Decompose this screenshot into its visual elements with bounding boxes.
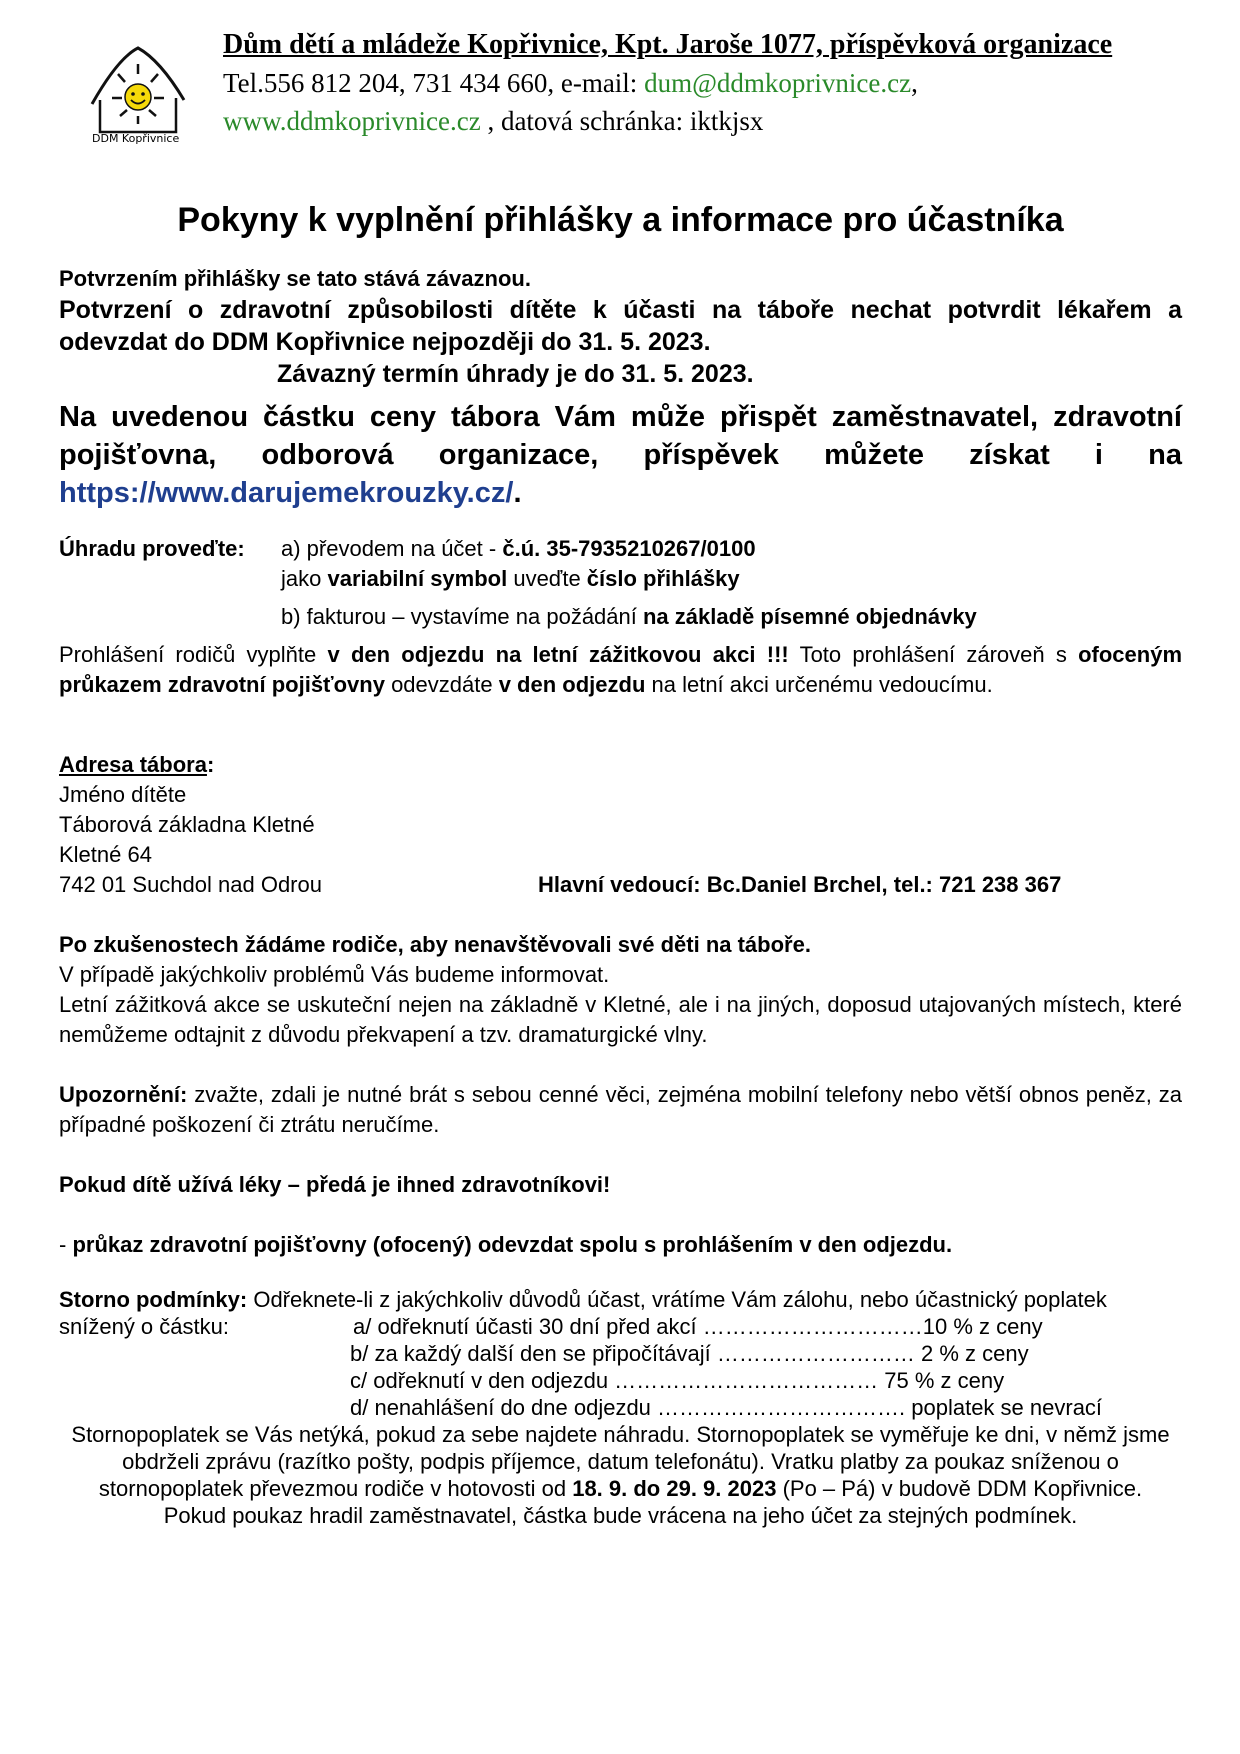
- intro-line-2: Potvrzení o zdravotní způsobilosti dítěte k účasti na táboře nechat potvrdit lékařem a odevzdat do DDM Kopřivnice nejpozději do 31. 5. 2023.: [59, 296, 1182, 356]
- logo-caption: DDM Kopřivnice: [92, 132, 180, 145]
- org-contact: Tel.556 812 204, 731 434 660, e-mail: dum@ddmkoprivnice.cz,: [223, 68, 918, 98]
- experience-section: [59, 930, 1182, 1050]
- letterhead: [78, 26, 1158, 146]
- payment-section: [59, 534, 1182, 632]
- address-line: 742 01 Suchdol nad Odrou: [59, 872, 322, 897]
- payment-option-a: a) převodem na účet - č.ú. 35-7935210267/0100: [281, 536, 756, 561]
- address-line: Táborová základna Kletné: [59, 812, 315, 837]
- intro-line-1: Potvrzením přihlášky se tato stává závaznou.: [59, 266, 531, 291]
- storno-section: [59, 1286, 1182, 1529]
- ddm-logo: [78, 40, 198, 150]
- org-web: www.ddmkoprivnice.cz , datová schránka: iktkjsx: [223, 106, 764, 136]
- darujemekrouzky-link[interactable]: https://www.darujemekrouzky.cz/: [59, 477, 514, 509]
- camp-address: [59, 750, 1182, 900]
- intro-line-3: Závazný termín úhrady je do 31. 5. 2023.: [277, 360, 754, 388]
- storno-intro: Storno podmínky: Odřeknete-li z jakýchkoliv důvodů účast, vrátíme Vám zálohu, nebo účastnický poplatek: [59, 1287, 1107, 1312]
- medicine-note: Pokud dítě užívá léky – předá je ihned zdravotníkovi!: [59, 1172, 611, 1197]
- experience-bold: Po zkušenostech žádáme rodiče, aby nenavštěvovali své děti na táboře.: [59, 932, 811, 957]
- storno-row-a: snížený o částku: a/ odřeknutí účasti 30 dní před akcí …………………………10 % z ceny: [59, 1314, 1043, 1339]
- storno-paragraph: Stornopoplatek se Vás netýká, pokud za sebe najdete náhradu. Stornopoplatek se vyměřuje ke dni, v němž jsme obdrželi zprávu (razítko pošty, podpis příjemce, datum telefonátu). Vratku platby za poukaz sníženou o stornopoplatek převezmou rodiče v hotovosti od 18. 9. do 29. 9. 2023 (Po – Pá) v budově DDM Kopřivnice.: [71, 1422, 1170, 1501]
- insurance-card-note: - průkaz zdravotní pojišťovny (ofocený) odevzdat spolu s prohlášením v den odjezdu.: [59, 1232, 953, 1257]
- experience-line: Letní zážitková akce se uskuteční nejen na základně v Kletné, ale i na jiných, doposud utajovaných místech, které nemůžeme odtajnit z důvodu překvapení a tzv. dramaturgické vlny.: [59, 992, 1182, 1047]
- storno-employer-note: Pokud poukaz hradil zaměstnavatel, částka bude vrácena na jeho účet za stejných podmínek.: [163, 1503, 1078, 1528]
- address-line: Kletné 64: [59, 842, 152, 867]
- storno-row-c: c/ odřeknutí v den odjezdu ……………………………… 75 % z ceny: [350, 1368, 1005, 1393]
- payment-option-b: b) fakturou – vystavíme na požádání na základě písemné objednávky: [281, 604, 977, 629]
- website-link[interactable]: www.ddmkoprivnice.cz: [223, 106, 481, 136]
- payment-label: Úhradu proveďte:: [59, 536, 245, 561]
- camp-leader: Hlavní vedoucí: Bc.Daniel Brchel, tel.: 721 238 367: [538, 872, 1062, 897]
- payment-option-a-vs: jako variabilní symbol uveďte číslo přihlášky: [281, 566, 740, 591]
- document-body: [59, 196, 1182, 1529]
- warning-paragraph: Upozornění: zvažte, zdali je nutné brát s sebou cenné věci, zejména mobilní telefony nebo větší obnos peněz, za případné poškození či ztrátu neručíme.: [59, 1082, 1182, 1137]
- storno-row-b: b/ za každý další den se připočítávají ……………………… 2 % z ceny: [350, 1341, 1029, 1366]
- storno-row-d: d/ nenahlášení do dne odjezdu ……………………………. poplatek se nevrací: [350, 1395, 1103, 1420]
- experience-line: V případě jakýchkoliv problémů Vás budeme informovat.: [59, 962, 610, 987]
- email-link[interactable]: dum@ddmkoprivnice.cz: [644, 68, 912, 98]
- document-title: Pokyny k vyplnění přihlášky a informace pro účastníka: [177, 201, 1064, 239]
- org-name: Dům dětí a mládeže Kopřivnice, Kpt. Jaroše 1077, příspěvková organizace: [223, 29, 1113, 60]
- address-heading: Adresa tábora:: [59, 752, 215, 777]
- contribution-paragraph: Na uvedenou částku ceny tábora Vám může přispět zaměstnavatel, zdravotní pojišťovna, odborová organizace, příspěvek můžete získat i na https://www.darujemekrouzky.cz/.: [59, 401, 1182, 509]
- declaration-paragraph: Prohlášení rodičů vyplňte v den odjezdu na letní zážitkovou akci !!! Toto prohlášení zároveň s ofoceným průkazem zdravotní pojišťovny odevzdáte v den odjezdu na letní akci určenému vedoucímu.: [59, 642, 1183, 697]
- address-line: Jméno dítěte: [59, 782, 187, 807]
